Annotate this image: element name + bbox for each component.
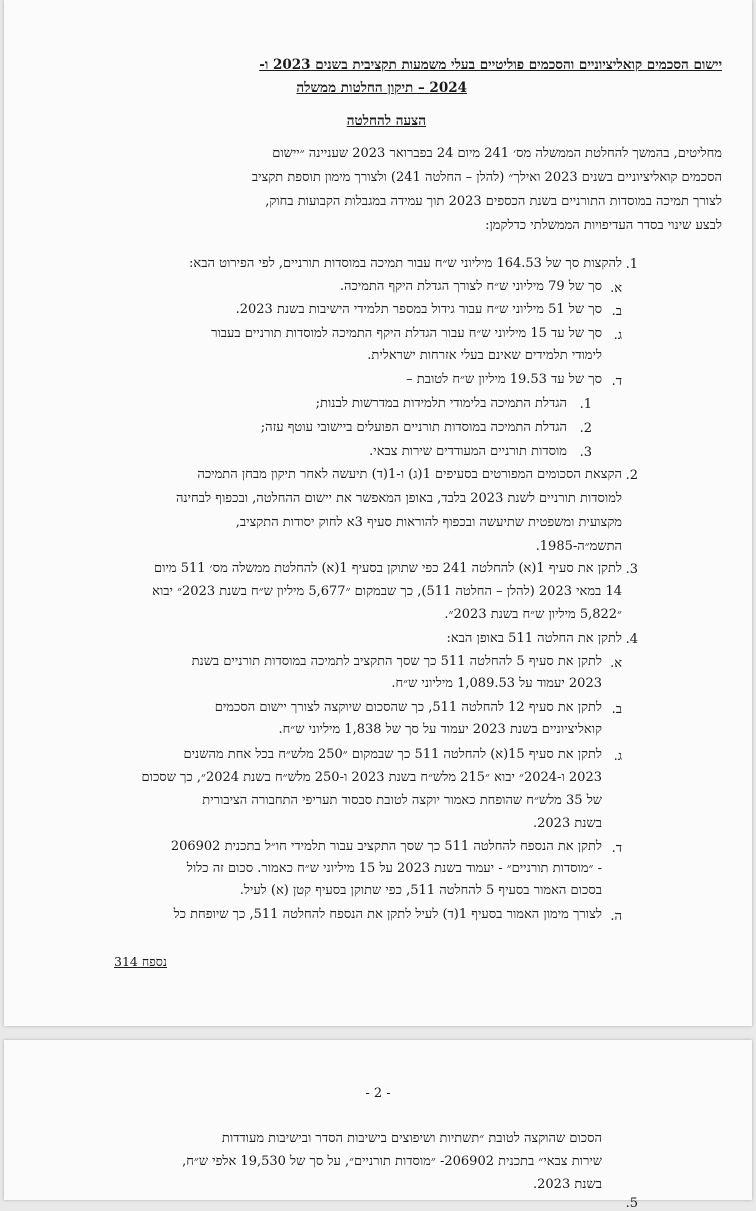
intro-line: לצורך תמיכה במוסדות התורניים בשנת הכספים 2023 תוך עמידה במגבלות הקבועות בחוק, [265, 194, 722, 209]
item-3-line: 14 במאי 2023 (להלן – החלטה 511), כך שבמקום ״5,677 מיליון ש״ח בשנת 2023״ יבוא [152, 584, 622, 599]
subtitle: הצעה להחלטה [346, 113, 426, 129]
sub-item-text: סך של עד 15 מיליוני ש״ח עבור הגדלת היקף התמיכה למוסדות תורניים בעבור [211, 326, 602, 341]
page-2-line: הסכום שהוקצה לטובת ״תשתיות ושיפוצים בישיבות הסדר ובישיבות מעודדות [221, 1131, 602, 1146]
sub-item-letter: ג. [613, 328, 622, 343]
item-number: 5. [625, 1196, 638, 1211]
sub-item-letter: ה. [610, 909, 622, 924]
sub-item-text: - ״מוסדות תורניים״ - יעמוד בשנת 2023 על 15 מיליוני ש״ח כאמור. סכום זה כלול [186, 861, 602, 876]
sub-sub-number: 3. [579, 445, 592, 460]
sub-item-letter: ד. [611, 374, 622, 389]
document-page-2 [4, 1040, 752, 1211]
sub-item-text: סך של עד 19.53 מיליון ש״ח לטובת – [406, 372, 602, 387]
sub-item-text: של 35 מלש״ח שהופחת כאמור יוקצה לטובת סבסוד תעריפי התחבורה הציבורית [202, 793, 602, 808]
item-3-line: ״5,822 מיליון ש״ח בשנת 2023״. [444, 607, 622, 622]
sub-item-text: בסכום האמור בסעיף 5 להחלטה 511, כפי שתוקן בסעיף קטן (א) לעיל. [239, 883, 602, 898]
sub-item-letter: א. [610, 656, 622, 671]
title-line-1: יישום הסכמים קואליציוניים והסכמים פוליטיים בעלי משמעות תקציבית בשנים 2023 ו- [259, 57, 722, 73]
item-1-text: להקצות סך של 164.53 מיליוני ש״ח עבור תמיכה במוסדות תורניים, לפי הפירוט הבא: [189, 256, 622, 271]
sub-item-text: לתקן את הנספח להחלטה 511 כך שסך התקציב עבור תלמידי חו״ל בתכנית 206902 [170, 839, 602, 854]
intro-line: מחליטים, בהמשך להחלטת הממשלה מס׳ 241 מיום 24 בפברואר 2023 שעניינה ״יישום [272, 146, 722, 161]
sub-item-text: קואליציוניים בשנת 2023 יעמוד על סך של 1,838 מיליוני ש״ח. [278, 722, 602, 737]
item-number: 4. [625, 632, 638, 647]
item-2-line: התשמ״ה-1985. [535, 539, 622, 554]
item-number: 2. [625, 468, 638, 483]
sub-item-text: לתקן את סעיף 5 להחלטה 511 כך שסך התקציב לתמיכה במוסדות תורניים בשנת [191, 654, 602, 669]
sub-sub-text: מוסדות תורניים המעודדים שירות צבאי. [369, 444, 567, 459]
item-number: 3. [625, 562, 638, 577]
document-page-1 [4, 0, 752, 1026]
item-3-line: לתקן את סעיף 1(א) להחלטה 241 כפי שתוקן בסעיף 1(א) להחלטת ממשלה מס׳ 511 מיום [154, 561, 622, 576]
sub-item-text: סך של 51 מיליוני ש״ח עבור גידול במספר תלמידי הישיבות בשנת 2023. [235, 302, 602, 317]
sub-item-letter: א. [610, 281, 622, 296]
sub-item-letter: ד. [611, 841, 622, 856]
sub-item-text: 2023 ו-2024״ יבוא ״215 מלש״ח בשנת 2023 ו-250 מלש״ח בשנת 2024״, כך שסכום [141, 770, 602, 785]
sub-item-text: לימודי תלמידים שאינם בעלי אזרחות ישראלית. [367, 348, 602, 363]
page-2-line: בשנת 2023. [533, 1177, 602, 1192]
intro-line: הסכמים קואליציוניים בשנים 2023 ואילך״ (להלן – החלטה 241) ולצורך מימון תוספת תקציב [251, 170, 722, 185]
sub-item-letter: ב. [611, 702, 622, 717]
sub-item-letter: ג. [613, 749, 622, 764]
item-2-line: הקצאת הסכומים המפורטים בסעיפים 1(ג) ו-1(ד) תיעשה לאחר תיקון מבחן התמיכה [197, 467, 622, 482]
item-number: 1. [625, 257, 638, 272]
page-number: - 2 - [365, 1086, 391, 1101]
sub-sub-number: 2. [579, 421, 592, 436]
sub-item-text: בשנת 2023. [533, 816, 602, 831]
sub-item-text: 2023 יעמוד על 1,089.53 מיליוני ש״ח. [391, 676, 602, 691]
sub-sub-number: 1. [579, 397, 592, 412]
sub-item-text: סך של 79 מיליוני ש״ח לצורך הגדלת היקף התמיכה. [339, 279, 602, 294]
page-2-line: שירות צבאי״ בתכנית 206902- ״מוסדות תורניים״, על סך של 19,530 אלפי ש״ח, [182, 1154, 602, 1169]
sub-item-letter: ב. [611, 304, 622, 319]
item-2-line: למוסדות תורניים לשנת 2023 בלבד, באופן המאפשר את יישום ההחלטה, ובכפוף לבחינה [175, 491, 622, 506]
sub-item-text: לתקן את סעיף 12 להחלטה 511, כך שהסכום שיוקצה לצורך יישום הסכמים [214, 700, 602, 715]
sub-item-text: לצורך מימון האמור בסעיף 1(ד) לעיל לתקן את הנספח להחלטה 511, כך שיופחת כל [173, 907, 602, 922]
sub-sub-text: הגדלת התמיכה במוסדות תורניים הפועלים ביישובי עוטף עזה; [260, 420, 567, 435]
item-4-text: לתקן את החלטה 511 באופן הבא: [446, 631, 622, 646]
sub-sub-text: הגדלת התמיכה בלימודי תלמידות במדרשות לבנות; [315, 396, 567, 411]
sub-item-text: לתקן את סעיף 15(א) להחלטה 511 כך שבמקום ״250 מלש״ח בכל אחת מהשנים [183, 747, 602, 762]
item-2-line: מקצועית ומשפטית שתיעשה ובכפוף להוראות סעיף 3א לחוק יסודות התקציב, [235, 515, 622, 530]
title-line-2: 2024 – תיקון החלטות ממשלה [296, 80, 467, 96]
intro-line: לבצע שינוי בסדר העדיפויות הממשלתי כדלקמן: [485, 218, 722, 233]
appendix-label: נספח 314 [114, 954, 167, 969]
